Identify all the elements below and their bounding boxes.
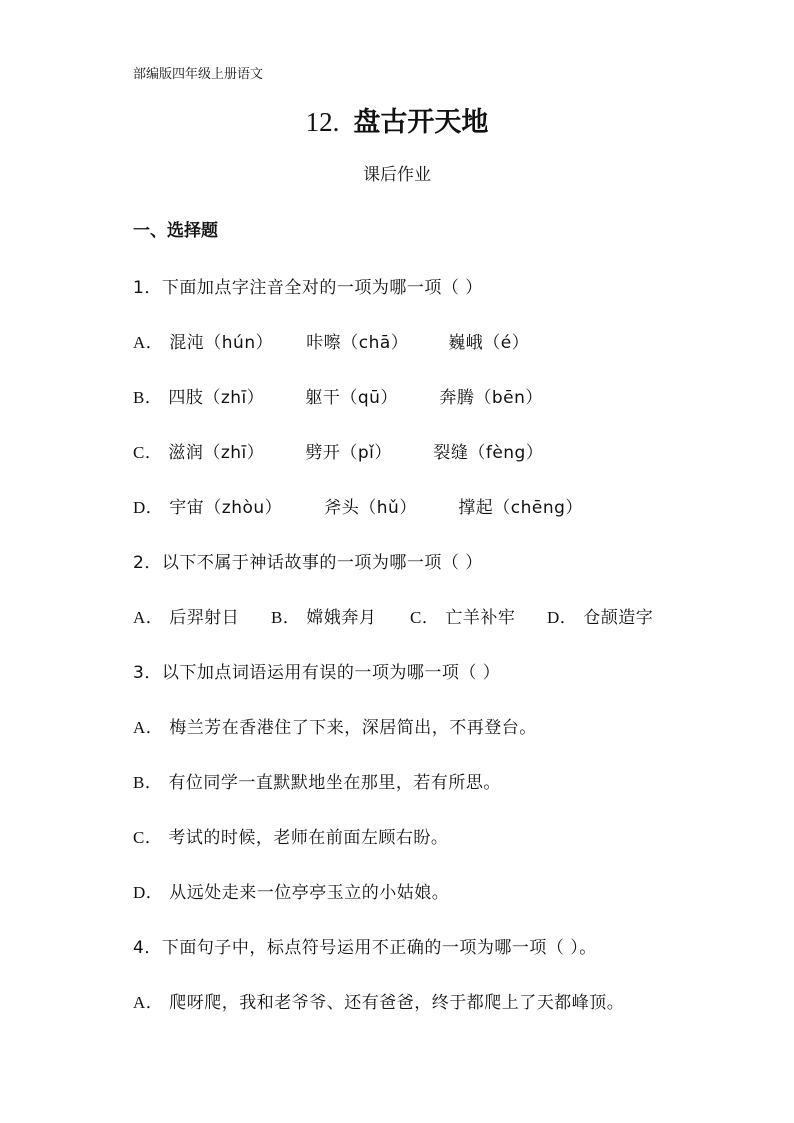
option-item: 滋润（zhī） bbox=[168, 443, 265, 463]
option-label: D． bbox=[133, 498, 164, 517]
page-title bbox=[0, 100, 794, 139]
option-label: C． bbox=[410, 608, 440, 627]
option-inline bbox=[271, 603, 410, 628]
question-1-stem: 1．下面加点字注音全对的一项为哪一项（ ） bbox=[133, 278, 483, 298]
option-item: 劈开（pǐ） bbox=[305, 443, 392, 463]
option-item: 四肢（zhī） bbox=[168, 388, 265, 408]
option-label: D． bbox=[547, 608, 578, 627]
option-item: 宇宙（zhòu） bbox=[169, 498, 283, 518]
question-3-option-a bbox=[133, 713, 537, 738]
option-text: 仓颉造字 bbox=[583, 608, 654, 628]
option-item: 撑起（chēng） bbox=[458, 498, 583, 518]
question-1-option-a bbox=[133, 328, 529, 353]
option-label: B． bbox=[133, 388, 163, 407]
option-label: D． bbox=[133, 883, 164, 902]
section-heading: 一、选择题 bbox=[133, 221, 218, 241]
option-inline bbox=[133, 603, 271, 628]
option-label: B． bbox=[271, 608, 301, 627]
option-text: 后羿射日 bbox=[169, 608, 240, 628]
question-3-option-d bbox=[133, 878, 449, 903]
question-3-option-c bbox=[133, 823, 448, 848]
option-item: 裂缝（fèng） bbox=[433, 443, 544, 463]
lesson-title: 盘古开天地 bbox=[353, 107, 489, 138]
option-label: A． bbox=[133, 608, 164, 627]
question-1-option-b bbox=[133, 383, 543, 408]
option-label: A． bbox=[133, 993, 164, 1012]
option-label: C． bbox=[133, 443, 163, 462]
question-4-option-a bbox=[133, 988, 624, 1013]
lesson-number: 12. bbox=[305, 107, 340, 137]
option-text: 从远处走来一位亭亭玉立的小姑娘。 bbox=[169, 883, 450, 903]
option-inline bbox=[410, 603, 547, 628]
question-2-options bbox=[133, 603, 653, 628]
question-3-stem: 3．以下加点词语运用有误的一项为哪一项（ ） bbox=[133, 663, 501, 683]
option-item: 奔腾（bēn） bbox=[439, 388, 543, 408]
option-text: 嫦娥奔月 bbox=[306, 608, 377, 628]
question-4-stem: 4．下面句子中，标点符号运用不正确的一项为哪一项（ ）。 bbox=[133, 938, 597, 958]
option-item: 躯干（qū） bbox=[305, 388, 398, 408]
option-label: A． bbox=[133, 718, 164, 737]
header-note: 部编版四年级上册语文 bbox=[133, 67, 264, 82]
option-text: 爬呀爬，我和老爷爷、还有爸爸，终于都爬上了天都峰顶。 bbox=[169, 993, 625, 1013]
option-text: 有位同学一直默默地坐在那里，若有所思。 bbox=[168, 773, 501, 793]
option-label: A． bbox=[133, 333, 164, 352]
option-item: 混沌（hún） bbox=[169, 333, 274, 353]
question-3-option-b bbox=[133, 768, 501, 793]
option-label: B． bbox=[133, 773, 163, 792]
subtitle: 课后作业 bbox=[363, 165, 431, 185]
question-2-stem: 2．以下不属于神话故事的一项为哪一项（ ） bbox=[133, 553, 483, 573]
option-label: C． bbox=[133, 828, 163, 847]
option-text: 考试的时候，老师在前面左顾右盼。 bbox=[168, 828, 449, 848]
question-1-option-d bbox=[133, 493, 583, 518]
option-text: 梅兰芳在香港住了下来，深居简出，不再登台。 bbox=[169, 718, 537, 738]
option-item: 巍峨（é） bbox=[448, 333, 530, 353]
option-item: 斧头（hǔ） bbox=[324, 498, 417, 518]
option-text: 亡羊补牢 bbox=[445, 608, 516, 628]
option-inline bbox=[547, 603, 653, 628]
question-1-option-c bbox=[133, 438, 543, 463]
option-item: 咔嚓（chā） bbox=[306, 333, 409, 353]
